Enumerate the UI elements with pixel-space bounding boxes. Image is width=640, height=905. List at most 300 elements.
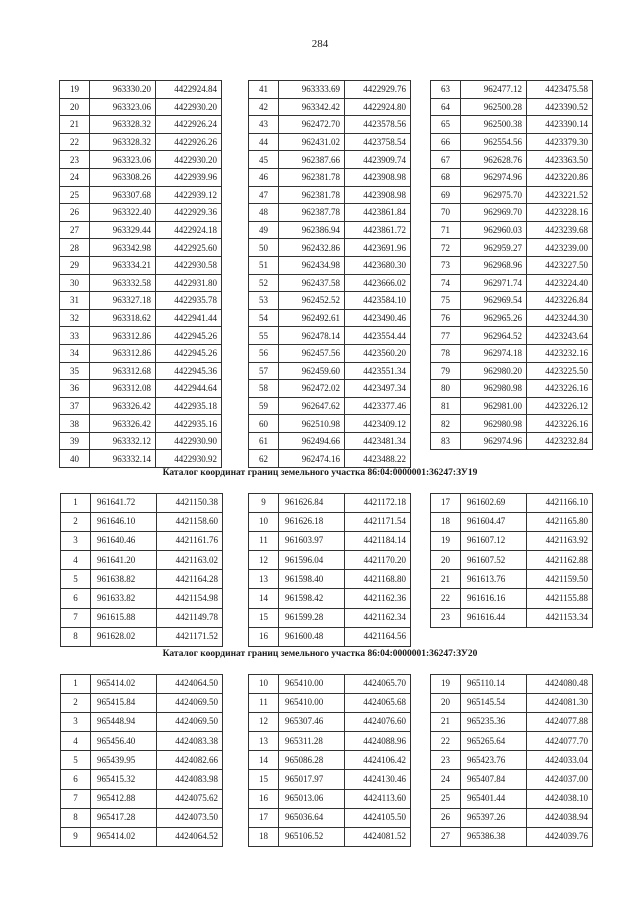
y-coordinate-cell: 4423578.56: [345, 116, 411, 134]
table-row: [249, 239, 411, 257]
y-coordinate-cell: 4424039.76: [527, 827, 593, 846]
table-row: [431, 675, 593, 694]
y-coordinate-cell: 4423228.16: [527, 204, 593, 222]
table-row: [249, 713, 411, 732]
table-row: [249, 827, 411, 846]
table-row: [431, 694, 593, 713]
point-number-cell: 10: [249, 675, 279, 694]
x-coordinate-cell: 962980.98: [461, 380, 527, 398]
x-coordinate-cell: 963326.42: [90, 397, 156, 415]
table-row: [249, 327, 411, 345]
x-coordinate-cell: 965423.76: [461, 751, 527, 770]
y-coordinate-cell: 4423490.46: [345, 309, 411, 327]
coordinates-table: [430, 674, 593, 847]
x-coordinate-cell: 961602.69: [461, 494, 527, 513]
point-number-cell: 19: [431, 532, 461, 551]
point-number-cell: 7: [61, 608, 91, 627]
point-number-cell: 2: [61, 513, 91, 532]
point-number-cell: 12: [249, 551, 279, 570]
x-coordinate-cell: 961640.46: [91, 532, 157, 551]
y-coordinate-cell: 4423560.20: [345, 344, 411, 362]
x-coordinate-cell: 962974.96: [461, 168, 527, 186]
table-row: [431, 432, 593, 450]
y-coordinate-cell: 4422930.20: [156, 151, 222, 169]
y-coordinate-cell: 4424065.70: [345, 675, 411, 694]
y-coordinate-cell: 4422931.80: [156, 274, 222, 292]
point-number-cell: 82: [431, 415, 461, 433]
y-coordinate-cell: 4423239.68: [527, 221, 593, 239]
x-coordinate-cell: 965448.94: [91, 713, 157, 732]
table-row: [249, 204, 411, 222]
point-number-cell: 20: [431, 551, 461, 570]
y-coordinate-cell: 4423551.34: [345, 362, 411, 380]
x-coordinate-cell: 962431.02: [279, 133, 345, 151]
point-number-cell: 23: [60, 151, 90, 169]
table-row: [60, 415, 222, 433]
x-coordinate-cell: 962969.54: [461, 292, 527, 310]
point-number-cell: 16: [249, 627, 279, 646]
y-coordinate-cell: 4423475.58: [527, 81, 593, 99]
table-row: [61, 808, 223, 827]
table-row: [60, 397, 222, 415]
catalog-caption: Каталог координат границ земельного участка 86:04:0000001:36247:ЗУ20: [162, 649, 478, 659]
point-number-cell: 57: [249, 362, 279, 380]
x-coordinate-cell: 961615.88: [91, 608, 157, 627]
y-coordinate-cell: 4424038.10: [527, 789, 593, 808]
y-coordinate-cell: 4421162.88: [527, 551, 593, 570]
point-number-cell: 53: [249, 292, 279, 310]
table-row: [61, 675, 223, 694]
table-row: [249, 256, 411, 274]
point-number-cell: 60: [249, 415, 279, 433]
y-coordinate-cell: 4423226.16: [527, 380, 593, 398]
y-coordinate-cell: 4424077.88: [527, 713, 593, 732]
x-coordinate-cell: 965106.52: [279, 827, 345, 846]
x-coordinate-cell: 965110.14: [461, 675, 527, 694]
table-row: [431, 732, 593, 751]
y-coordinate-cell: 4423232.16: [527, 344, 593, 362]
y-coordinate-cell: 4421184.14: [345, 532, 411, 551]
point-number-cell: 19: [431, 675, 461, 694]
x-coordinate-cell: 965013.06: [279, 789, 345, 808]
point-number-cell: 22: [431, 589, 461, 608]
table-row: [61, 532, 223, 551]
point-number-cell: 66: [431, 133, 461, 151]
x-coordinate-cell: 962477.12: [461, 81, 527, 99]
table-row: [249, 570, 411, 589]
y-coordinate-cell: 4424076.60: [345, 713, 411, 732]
x-coordinate-cell: 963342.42: [279, 98, 345, 116]
point-number-cell: 20: [60, 98, 90, 116]
table-row: [431, 116, 593, 134]
point-number-cell: 21: [431, 570, 461, 589]
table-row: [60, 98, 222, 116]
point-number-cell: 63: [431, 81, 461, 99]
x-coordinate-cell: 961599.28: [279, 608, 345, 627]
table-row: [61, 713, 223, 732]
table-row: [431, 608, 593, 627]
y-coordinate-cell: 4423243.64: [527, 327, 593, 345]
x-coordinate-cell: 962472.70: [279, 116, 345, 134]
x-coordinate-cell: 962387.78: [279, 204, 345, 222]
point-number-cell: 20: [431, 694, 461, 713]
x-coordinate-cell: 962980.20: [461, 362, 527, 380]
x-coordinate-cell: 962381.78: [279, 168, 345, 186]
table-row: [249, 380, 411, 398]
y-coordinate-cell: 4424080.48: [527, 675, 593, 694]
table-row: [249, 133, 411, 151]
point-number-cell: 58: [249, 380, 279, 398]
table-row: [61, 789, 223, 808]
point-number-cell: 1: [61, 675, 91, 694]
table-row: [60, 133, 222, 151]
table-row: [60, 151, 222, 169]
y-coordinate-cell: 4422941.44: [156, 309, 222, 327]
y-coordinate-cell: 4422935.18: [156, 397, 222, 415]
y-coordinate-cell: 4424038.94: [527, 808, 593, 827]
x-coordinate-cell: 965412.88: [91, 789, 157, 808]
point-number-cell: 28: [60, 239, 90, 257]
y-coordinate-cell: 4423390.14: [527, 116, 593, 134]
x-coordinate-cell: 961646.10: [91, 513, 157, 532]
y-coordinate-cell: 4424130.46: [345, 770, 411, 789]
x-coordinate-cell: 962472.02: [279, 380, 345, 398]
table-row: [249, 397, 411, 415]
table-row: [60, 309, 222, 327]
y-coordinate-cell: 4421159.50: [527, 570, 593, 589]
y-coordinate-cell: 4423224.40: [527, 274, 593, 292]
y-coordinate-cell: 4421164.56: [345, 627, 411, 646]
table-row: [249, 789, 411, 808]
point-number-cell: 40: [60, 450, 90, 468]
y-coordinate-cell: 4424077.70: [527, 732, 593, 751]
table-row: [60, 292, 222, 310]
table-row: [249, 513, 411, 532]
y-coordinate-cell: 4421153.34: [527, 608, 593, 627]
x-coordinate-cell: 965397.26: [461, 808, 527, 827]
x-coordinate-cell: 962434.98: [279, 256, 345, 274]
y-coordinate-cell: 4422924.80: [345, 98, 411, 116]
x-coordinate-cell: 965017.97: [279, 770, 345, 789]
catalog-caption: Каталог координат границ земельного участка 86:04:0000001:36247:ЗУ19: [162, 468, 478, 478]
table-row: [431, 751, 593, 770]
table-row: [60, 362, 222, 380]
point-number-cell: 4: [61, 732, 91, 751]
table-row: [249, 608, 411, 627]
y-coordinate-cell: 4423691.96: [345, 239, 411, 257]
point-number-cell: 14: [249, 751, 279, 770]
x-coordinate-cell: 963312.08: [90, 380, 156, 398]
x-coordinate-cell: 965036.64: [279, 808, 345, 827]
x-coordinate-cell: 963307.68: [90, 186, 156, 204]
point-number-cell: 14: [249, 589, 279, 608]
x-coordinate-cell: 962432.86: [279, 239, 345, 257]
y-coordinate-cell: 4421161.76: [157, 532, 223, 551]
point-number-cell: 12: [249, 713, 279, 732]
y-coordinate-cell: 4423220.86: [527, 168, 593, 186]
x-coordinate-cell: 965401.44: [461, 789, 527, 808]
x-coordinate-cell: 962647.62: [279, 397, 345, 415]
x-coordinate-cell: 965414.02: [91, 675, 157, 694]
y-coordinate-cell: 4424081.30: [527, 694, 593, 713]
table-row: [249, 808, 411, 827]
coordinates-table: [430, 80, 593, 450]
y-coordinate-cell: 4423861.84: [345, 204, 411, 222]
x-coordinate-cell: 963332.14: [90, 450, 156, 468]
point-number-cell: 45: [249, 151, 279, 169]
y-coordinate-cell: 4424033.04: [527, 751, 593, 770]
table-row: [431, 415, 593, 433]
point-number-cell: 3: [61, 532, 91, 551]
point-number-cell: 49: [249, 221, 279, 239]
table-row: [431, 570, 593, 589]
point-number-cell: 36: [60, 380, 90, 398]
point-number-cell: 42: [249, 98, 279, 116]
point-number-cell: 25: [60, 186, 90, 204]
table-row: [431, 344, 593, 362]
coordinates-table: [248, 80, 411, 468]
point-number-cell: 19: [60, 81, 90, 99]
table-row: [249, 494, 411, 513]
y-coordinate-cell: 4424075.62: [157, 789, 223, 808]
point-number-cell: 75: [431, 292, 461, 310]
table-row: [431, 81, 593, 99]
y-coordinate-cell: 4424105.50: [345, 808, 411, 827]
y-coordinate-cell: 4423221.52: [527, 186, 593, 204]
point-number-cell: 37: [60, 397, 90, 415]
table-row: [60, 239, 222, 257]
table-row: [249, 751, 411, 770]
y-coordinate-cell: 4421170.20: [345, 551, 411, 570]
point-number-cell: 79: [431, 362, 461, 380]
y-coordinate-cell: 4422924.84: [156, 81, 222, 99]
x-coordinate-cell: 962500.38: [461, 116, 527, 134]
table-row: [249, 770, 411, 789]
coordinates-table: [248, 493, 411, 647]
x-coordinate-cell: 962437.58: [279, 274, 345, 292]
x-coordinate-cell: 965307.46: [279, 713, 345, 732]
point-number-cell: 76: [431, 309, 461, 327]
x-coordinate-cell: 965415.84: [91, 694, 157, 713]
x-coordinate-cell: 962478.14: [279, 327, 345, 345]
x-coordinate-cell: 961638.82: [91, 570, 157, 589]
table-row: [249, 186, 411, 204]
table-row: [431, 186, 593, 204]
point-number-cell: 31: [60, 292, 90, 310]
y-coordinate-cell: 4422926.26: [156, 133, 222, 151]
y-coordinate-cell: 4422945.36: [156, 362, 222, 380]
point-number-cell: 18: [431, 513, 461, 532]
table-row: [61, 589, 223, 608]
table-row: [61, 694, 223, 713]
y-coordinate-cell: 4422939.96: [156, 168, 222, 186]
table-row: [249, 98, 411, 116]
x-coordinate-cell: 963323.06: [90, 98, 156, 116]
table-row: [249, 589, 411, 608]
y-coordinate-cell: 4423908.98: [345, 168, 411, 186]
point-number-cell: 18: [249, 827, 279, 846]
table-row: [249, 450, 411, 468]
table-row: [61, 732, 223, 751]
y-coordinate-cell: 4423758.54: [345, 133, 411, 151]
point-number-cell: 25: [431, 789, 461, 808]
x-coordinate-cell: 965311.28: [279, 732, 345, 751]
point-number-cell: 73: [431, 256, 461, 274]
x-coordinate-cell: 961641.72: [91, 494, 157, 513]
y-coordinate-cell: 4423666.02: [345, 274, 411, 292]
y-coordinate-cell: 4422924.18: [156, 221, 222, 239]
point-number-cell: 70: [431, 204, 461, 222]
y-coordinate-cell: 4421162.36: [345, 589, 411, 608]
point-number-cell: 56: [249, 344, 279, 362]
y-coordinate-cell: 4423225.50: [527, 362, 593, 380]
point-number-cell: 50: [249, 239, 279, 257]
point-number-cell: 4: [61, 551, 91, 570]
point-number-cell: 83: [431, 432, 461, 450]
table-row: [431, 309, 593, 327]
y-coordinate-cell: 4423232.84: [527, 432, 593, 450]
table-row: [249, 432, 411, 450]
x-coordinate-cell: 962387.66: [279, 151, 345, 169]
table-row: [60, 221, 222, 239]
table-row: [431, 513, 593, 532]
table-row: [60, 186, 222, 204]
x-coordinate-cell: 961616.16: [461, 589, 527, 608]
table-row: [60, 256, 222, 274]
point-number-cell: 46: [249, 168, 279, 186]
table-row: [431, 589, 593, 608]
y-coordinate-cell: 4421163.92: [527, 532, 593, 551]
point-number-cell: 7: [61, 789, 91, 808]
point-number-cell: 81: [431, 397, 461, 415]
x-coordinate-cell: 965145.54: [461, 694, 527, 713]
y-coordinate-cell: 4423481.34: [345, 432, 411, 450]
y-coordinate-cell: 4422930.90: [156, 432, 222, 450]
y-coordinate-cell: 4423379.30: [527, 133, 593, 151]
point-number-cell: 48: [249, 204, 279, 222]
point-number-cell: 17: [431, 494, 461, 513]
table-row: [60, 81, 222, 99]
table-row: [60, 432, 222, 450]
x-coordinate-cell: 961626.84: [279, 494, 345, 513]
table-row: [60, 116, 222, 134]
y-coordinate-cell: 4423908.98: [345, 186, 411, 204]
point-number-cell: 47: [249, 186, 279, 204]
x-coordinate-cell: 962971.74: [461, 274, 527, 292]
y-coordinate-cell: 4422945.26: [156, 327, 222, 345]
point-number-cell: 15: [249, 608, 279, 627]
y-coordinate-cell: 4421150.38: [157, 494, 223, 513]
point-number-cell: 23: [431, 751, 461, 770]
y-coordinate-cell: 4422945.26: [156, 344, 222, 362]
point-number-cell: 1: [61, 494, 91, 513]
y-coordinate-cell: 4423226.12: [527, 397, 593, 415]
x-coordinate-cell: 963333.69: [279, 81, 345, 99]
y-coordinate-cell: 4423554.44: [345, 327, 411, 345]
table-row: [61, 494, 223, 513]
y-coordinate-cell: 4424106.42: [345, 751, 411, 770]
y-coordinate-cell: 4423390.52: [527, 98, 593, 116]
x-coordinate-cell: 963330.20: [90, 81, 156, 99]
table-row: [249, 732, 411, 751]
point-number-cell: 22: [431, 732, 461, 751]
point-number-cell: 59: [249, 397, 279, 415]
table-row: [249, 627, 411, 646]
y-coordinate-cell: 4424069.50: [157, 713, 223, 732]
point-number-cell: 5: [61, 751, 91, 770]
y-coordinate-cell: 4421171.52: [157, 627, 223, 646]
x-coordinate-cell: 962968.96: [461, 256, 527, 274]
y-coordinate-cell: 4421165.80: [527, 513, 593, 532]
point-number-cell: 27: [60, 221, 90, 239]
x-coordinate-cell: 963323.06: [90, 151, 156, 169]
x-coordinate-cell: 963332.12: [90, 432, 156, 450]
x-coordinate-cell: 961603.97: [279, 532, 345, 551]
y-coordinate-cell: 4424081.52: [345, 827, 411, 846]
x-coordinate-cell: 965417.28: [91, 808, 157, 827]
table-row: [431, 380, 593, 398]
y-coordinate-cell: 4422944.64: [156, 380, 222, 398]
table-row: [431, 239, 593, 257]
x-coordinate-cell: 961626.18: [279, 513, 345, 532]
x-coordinate-cell: 961596.04: [279, 551, 345, 570]
table-row: [431, 98, 593, 116]
table-row: [249, 274, 411, 292]
table-row: [249, 532, 411, 551]
x-coordinate-cell: 962975.70: [461, 186, 527, 204]
point-number-cell: 35: [60, 362, 90, 380]
y-coordinate-cell: 4423861.72: [345, 221, 411, 239]
point-number-cell: 16: [249, 789, 279, 808]
y-coordinate-cell: 4423488.22: [345, 450, 411, 468]
coordinates-table: [430, 493, 593, 628]
y-coordinate-cell: 4424064.50: [157, 675, 223, 694]
y-coordinate-cell: 4421171.54: [345, 513, 411, 532]
y-coordinate-cell: 4424069.50: [157, 694, 223, 713]
table-row: [60, 327, 222, 345]
x-coordinate-cell: 965456.40: [91, 732, 157, 751]
x-coordinate-cell: 961600.48: [279, 627, 345, 646]
table-row: [431, 151, 593, 169]
y-coordinate-cell: 4422930.20: [156, 98, 222, 116]
y-coordinate-cell: 4421155.88: [527, 589, 593, 608]
y-coordinate-cell: 4424073.50: [157, 808, 223, 827]
point-number-cell: 54: [249, 309, 279, 327]
table-row: [431, 770, 593, 789]
table-row: [249, 81, 411, 99]
y-coordinate-cell: 4421168.80: [345, 570, 411, 589]
x-coordinate-cell: 962965.26: [461, 309, 527, 327]
y-coordinate-cell: 4424037.00: [527, 770, 593, 789]
table-row: [431, 221, 593, 239]
point-number-cell: 5: [61, 570, 91, 589]
point-number-cell: 65: [431, 116, 461, 134]
y-coordinate-cell: 4424088.96: [345, 732, 411, 751]
point-number-cell: 8: [61, 808, 91, 827]
y-coordinate-cell: 4421164.28: [157, 570, 223, 589]
y-coordinate-cell: 4421162.34: [345, 608, 411, 627]
point-number-cell: 62: [249, 450, 279, 468]
x-coordinate-cell: 962459.60: [279, 362, 345, 380]
y-coordinate-cell: 4422926.24: [156, 116, 222, 134]
table-row: [61, 751, 223, 770]
x-coordinate-cell: 965415.32: [91, 770, 157, 789]
x-coordinate-cell: 962981.00: [461, 397, 527, 415]
table-row: [249, 551, 411, 570]
table-row: [60, 168, 222, 186]
x-coordinate-cell: 962959.27: [461, 239, 527, 257]
x-coordinate-cell: 962974.96: [461, 432, 527, 450]
